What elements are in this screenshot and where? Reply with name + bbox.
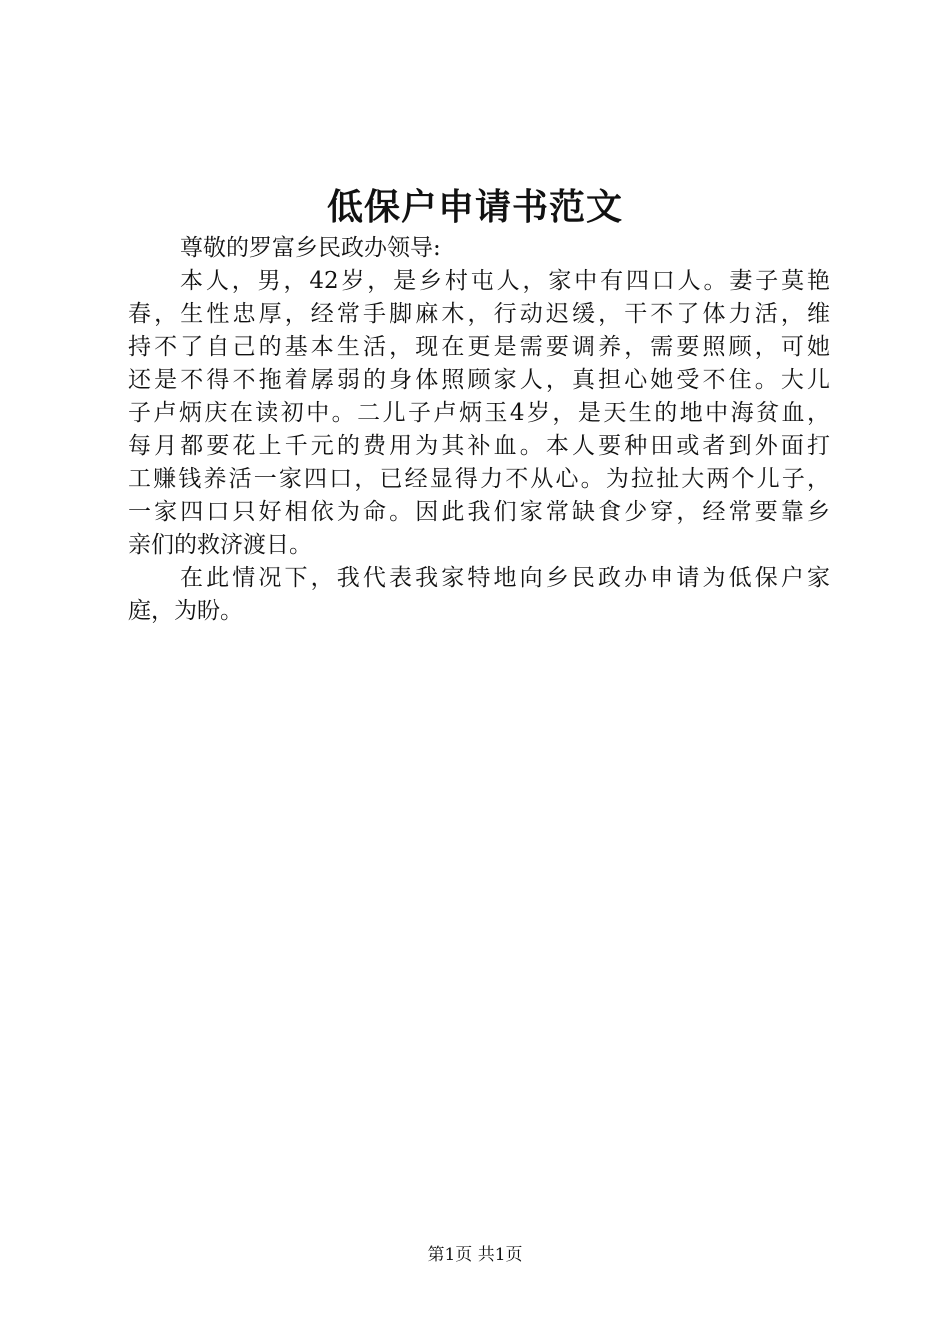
paragraph-2-line: 在此情况下，我代表我家特地向乡民政办申请为低保户家 [180, 565, 830, 591]
salutation: 尊敬的罗富乡民政办领导: [180, 235, 441, 261]
document-title: 低保户申请书范文 [326, 186, 623, 228]
document-body [128, 232, 830, 628]
paragraph-1-line: 本人，男，42岁，是乡村屯人，家中有四口人。妻子莫艳 [180, 268, 830, 294]
paragraph-1-line: 工赚钱养活一家四口，已经显得力不从心。为拉扯大两个儿子， [128, 466, 830, 492]
paragraph-1-line: 亲们的救济渡日。 [128, 532, 312, 558]
paragraph-1-line: 一家四口只好相依为命。因此我们家常缺食少穿，经常要靠乡 [128, 499, 830, 525]
paragraph-1-line: 每月都要花上千元的费用为其补血。本人要种田或者到外面打 [128, 433, 830, 459]
paragraph-1-line: 春，生性忠厚，经常手脚麻木，行动迟缓，干不了体力活，维 [128, 301, 830, 327]
page-number-footer: 第1页 共1页 [427, 1245, 523, 1265]
paragraph-1-line: 子卢炳庆在读初中。二儿子卢炳玉4岁，是天生的地中海贫血， [128, 400, 830, 426]
paragraph-2-line: 庭，为盼。 [128, 598, 243, 624]
paragraph-1-line: 持不了自己的基本生活，现在更是需要调养，需要照顾，可她 [128, 334, 830, 360]
paragraph-1-line: 还是不得不拖着孱弱的身体照顾家人，真担心她受不住。大儿 [128, 367, 830, 393]
